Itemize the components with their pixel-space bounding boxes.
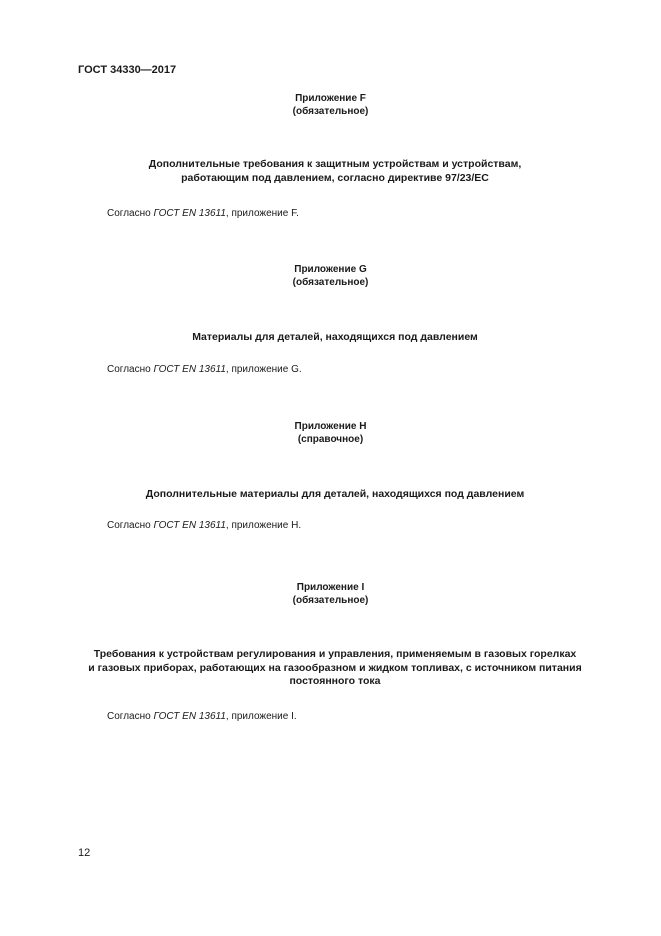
appendix-h-title [70,488,600,502]
appendix-f-heading [0,92,661,118]
appendix-f-title [70,158,600,185]
appendix-i-text: Согласно ГОСТ EN 13611, приложение I. [107,711,297,722]
appendix-label: Приложение H [294,421,367,432]
appendix-label: Приложение G [294,264,367,275]
appendix-label: Приложение I [296,582,365,593]
appendix-status: (обязательное) [292,595,369,606]
appendix-i-title [60,648,610,689]
appendix-g-heading [0,263,661,289]
standard-reference: ГОСТ EN 13611 [153,364,226,375]
appendix-g-text: Согласно ГОСТ EN 13611, приложение G. [107,364,302,375]
appendix-g-title [70,331,600,345]
appendix-label: Приложение F [295,93,366,104]
title-line: постоянного тока [289,675,381,687]
title-line: работающим под давлением, согласно директиве 97/23/ЕС [181,171,489,184]
title-line: Требования к устройствам регулирования и управления, применяемым в газовых горелках [93,648,577,660]
standard-reference: ГОСТ EN 13611 [153,520,226,531]
title-line: Дополнительные требования к защитным устройствам и устройствам, [148,158,522,170]
title-line: Материалы для деталей, находящихся под давлением [192,331,478,343]
standard-reference: ГОСТ EN 13611 [153,208,226,219]
title-line: Дополнительные материалы для деталей, находящихся под давлением [145,488,525,500]
document-id: ГОСТ 34330—2017 [78,64,177,76]
title-line: и газовых приборах, работающих на газообразном и жидком топливах, с источником питания [88,661,582,674]
appendix-status: (обязательное) [292,106,369,117]
page-number: 12 [78,847,91,859]
appendix-h-text: Согласно ГОСТ EN 13611, приложение H. [107,520,302,531]
appendix-f-text: Согласно ГОСТ EN 13611, приложение F. [107,208,299,219]
appendix-i-heading [0,581,661,607]
appendix-h-heading [0,420,661,446]
appendix-status: (справочное) [297,434,364,445]
standard-reference: ГОСТ EN 13611 [153,711,226,722]
appendix-status: (обязательное) [292,277,369,288]
